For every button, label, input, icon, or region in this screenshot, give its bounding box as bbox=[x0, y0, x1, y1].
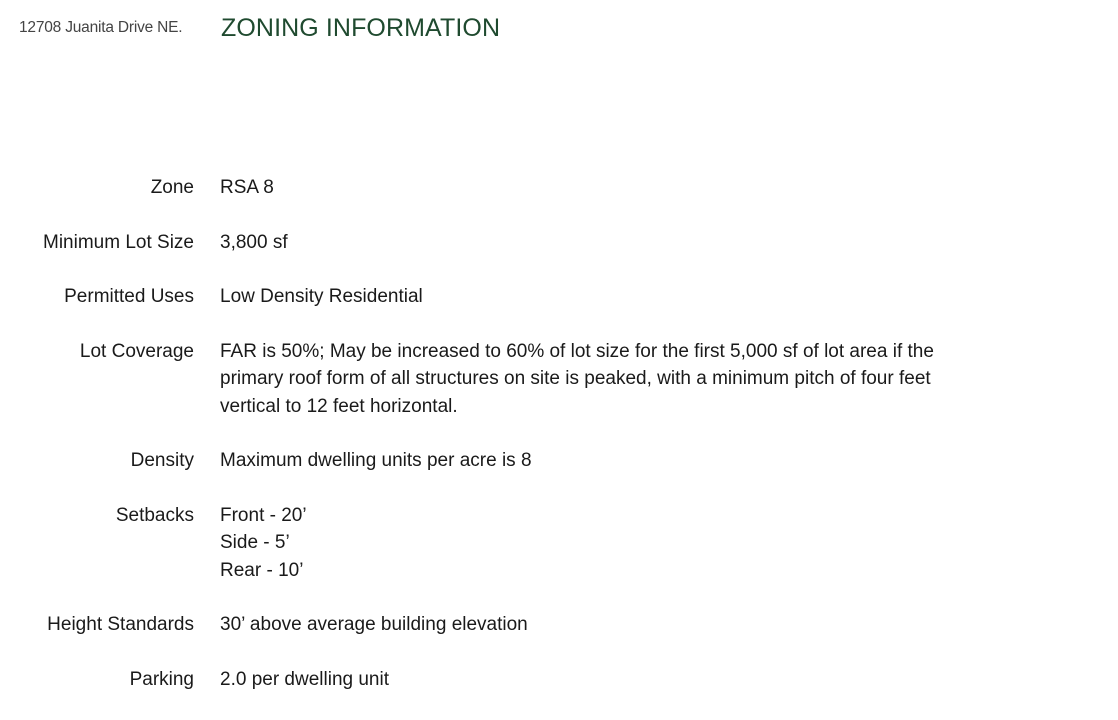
lot-coverage-value-line-1: FAR is 50%; May be increased to 60% of lot size for the first 5,000 sf of lot area if the bbox=[220, 340, 934, 362]
parking-label: Parking bbox=[129, 668, 194, 690]
setback-side: Side - 5’ bbox=[220, 532, 290, 553]
zoning-row-permitted-uses bbox=[0, 283, 1118, 311]
minimum-lot-size-label: Minimum Lot Size bbox=[43, 231, 194, 253]
zoning-row-density bbox=[0, 447, 1118, 475]
zone-label: Zone bbox=[150, 177, 194, 198]
zoning-row-height-standards bbox=[0, 611, 1118, 639]
zoning-row-setbacks bbox=[0, 502, 1118, 585]
lot-coverage-value-line-2: primary roof form of all structures on site is peaked, with a minimum pitch of four feet bbox=[220, 368, 931, 389]
parking-value-line: 2.0 per dwelling unit bbox=[220, 668, 389, 690]
setback-rear: Rear - 10’ bbox=[220, 559, 304, 581]
zoning-row-lot-coverage bbox=[0, 338, 1118, 421]
density-value-line: Maximum dwelling units per acre is 8 bbox=[220, 450, 532, 471]
height-standards-value-line: 30’ above average building elevation bbox=[220, 614, 528, 635]
lot-coverage-value-line-3: vertical to 12 feet horizontal. bbox=[220, 395, 458, 417]
setbacks-label: Setbacks bbox=[115, 504, 194, 526]
permitted-uses-value-line: Low Density Residential bbox=[220, 286, 423, 307]
zoning-table bbox=[0, 174, 1118, 720]
zone-value bbox=[220, 174, 940, 202]
property-address: 12708 Juanita Drive NE. bbox=[19, 19, 183, 36]
permitted-uses-label: Permitted Uses bbox=[64, 286, 194, 307]
permitted-uses-value bbox=[220, 283, 940, 311]
lot-coverage-label: Lot Coverage bbox=[79, 340, 194, 362]
density-value bbox=[220, 447, 940, 475]
zoning-row-parking bbox=[0, 666, 1118, 694]
zoning-row-zone bbox=[0, 174, 1118, 202]
density-label: Density bbox=[130, 450, 194, 471]
page-title: ZONING INFORMATION bbox=[221, 14, 501, 42]
setbacks-value bbox=[220, 502, 940, 585]
parking-value bbox=[220, 666, 940, 694]
lot-coverage-value bbox=[220, 338, 940, 421]
minimum-lot-size-value-line: 3,800 sf bbox=[220, 231, 288, 253]
height-standards-value bbox=[220, 611, 940, 639]
setback-front: Front - 20’ bbox=[220, 504, 307, 526]
height-standards-label: Height Standards bbox=[47, 614, 194, 635]
minimum-lot-size-value bbox=[220, 229, 940, 257]
zoning-row-minimum-lot-size bbox=[0, 229, 1118, 257]
zone-value-line: RSA 8 bbox=[220, 177, 274, 198]
